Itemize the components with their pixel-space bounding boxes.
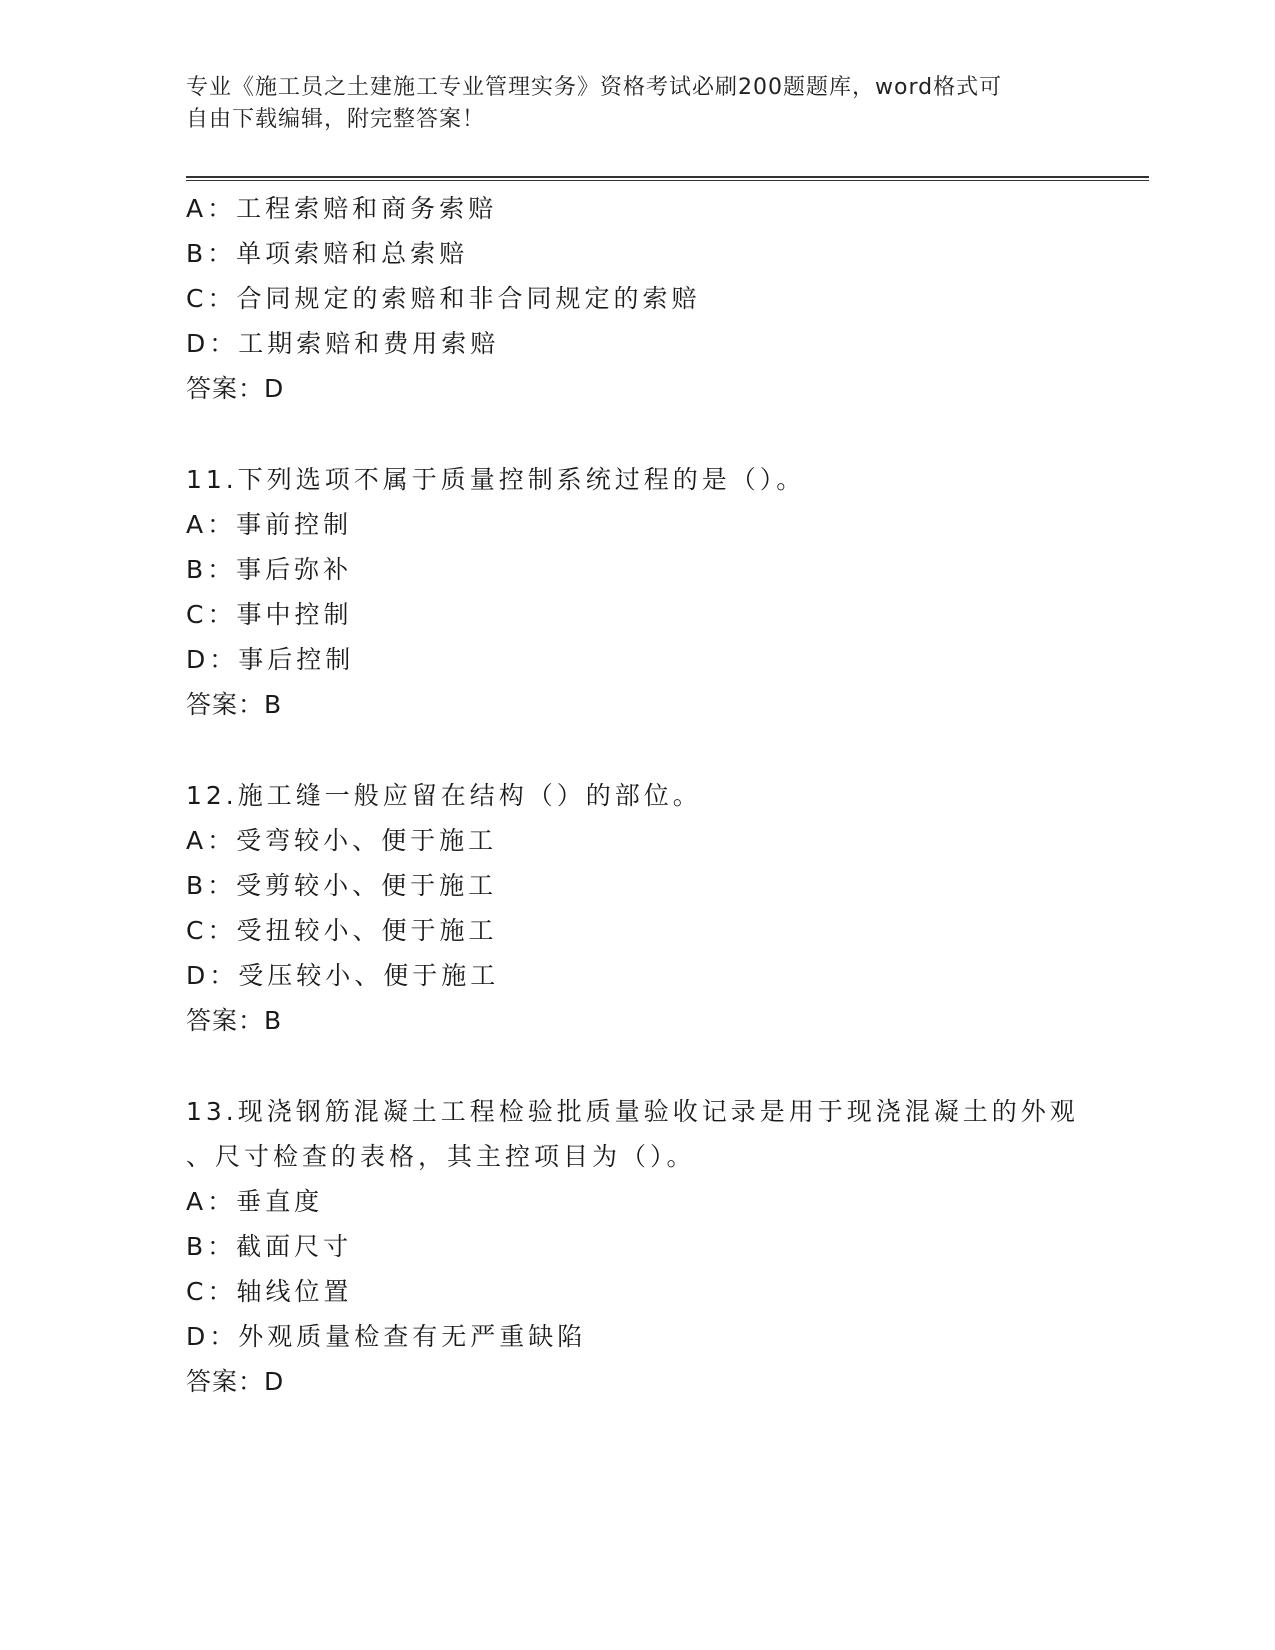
- question-text: 12.施工缝一般应留在结构（）的部位。: [186, 781, 702, 810]
- option-c: C：合同规定的索赔和非合同规定的索赔: [186, 284, 701, 313]
- option-d: D：事后控制: [186, 645, 355, 674]
- option-a: A：受弯较小、便于施工: [186, 826, 498, 855]
- option-a: A：垂直度: [186, 1187, 324, 1216]
- option-d: D：工期索赔和费用索赔: [186, 329, 500, 358]
- question-12: [186, 773, 1149, 1043]
- option-b: B：截面尺寸: [186, 1232, 353, 1261]
- answer: 答案：D: [186, 1367, 285, 1396]
- header-divider: [186, 176, 1149, 181]
- answer: 答案：B: [186, 1006, 283, 1035]
- question-13: [186, 1089, 1149, 1404]
- option-d: D：受压较小、便于施工: [186, 961, 500, 990]
- question-list: [186, 186, 1149, 1404]
- option-c: C：事中控制: [186, 600, 353, 629]
- spacer: [186, 727, 1149, 773]
- question-11: [186, 457, 1149, 727]
- question-text-line-2: 、尺寸检查的表格，其主控项目为（）。: [186, 1142, 696, 1171]
- option-b: B：单项索赔和总索赔: [186, 239, 469, 268]
- option-b: B：受剪较小、便于施工: [186, 871, 498, 900]
- option-d: D：外观质量检查有无严重缺陷: [186, 1322, 587, 1351]
- document-header: [186, 72, 1066, 136]
- spacer: [186, 411, 1149, 457]
- option-c: C：受扭较小、便于施工: [186, 916, 498, 945]
- option-a: A：工程索赔和商务索赔: [186, 194, 498, 223]
- question-text: 11.下列选项不属于质量控制系统过程的是（）。: [186, 465, 806, 494]
- option-c: C：轴线位置: [186, 1277, 353, 1306]
- option-b: B：事后弥补: [186, 555, 353, 584]
- question-text-line-1: 13.现浇钢筋混凝土工程检验批质量验收记录是用于现浇混凝土的外观: [186, 1097, 1079, 1126]
- spacer: [186, 1043, 1149, 1089]
- answer: 答案：D: [186, 374, 285, 403]
- option-a: A：事前控制: [186, 510, 353, 539]
- header-line-2: 自由下载编辑，附完整答案！: [186, 107, 486, 132]
- question-10: [186, 186, 1149, 411]
- header-line-1: 专业《施工员之土建施工专业管理实务》资格考试必刷200题题库，word格式可: [186, 75, 1003, 100]
- answer: 答案：B: [186, 690, 283, 719]
